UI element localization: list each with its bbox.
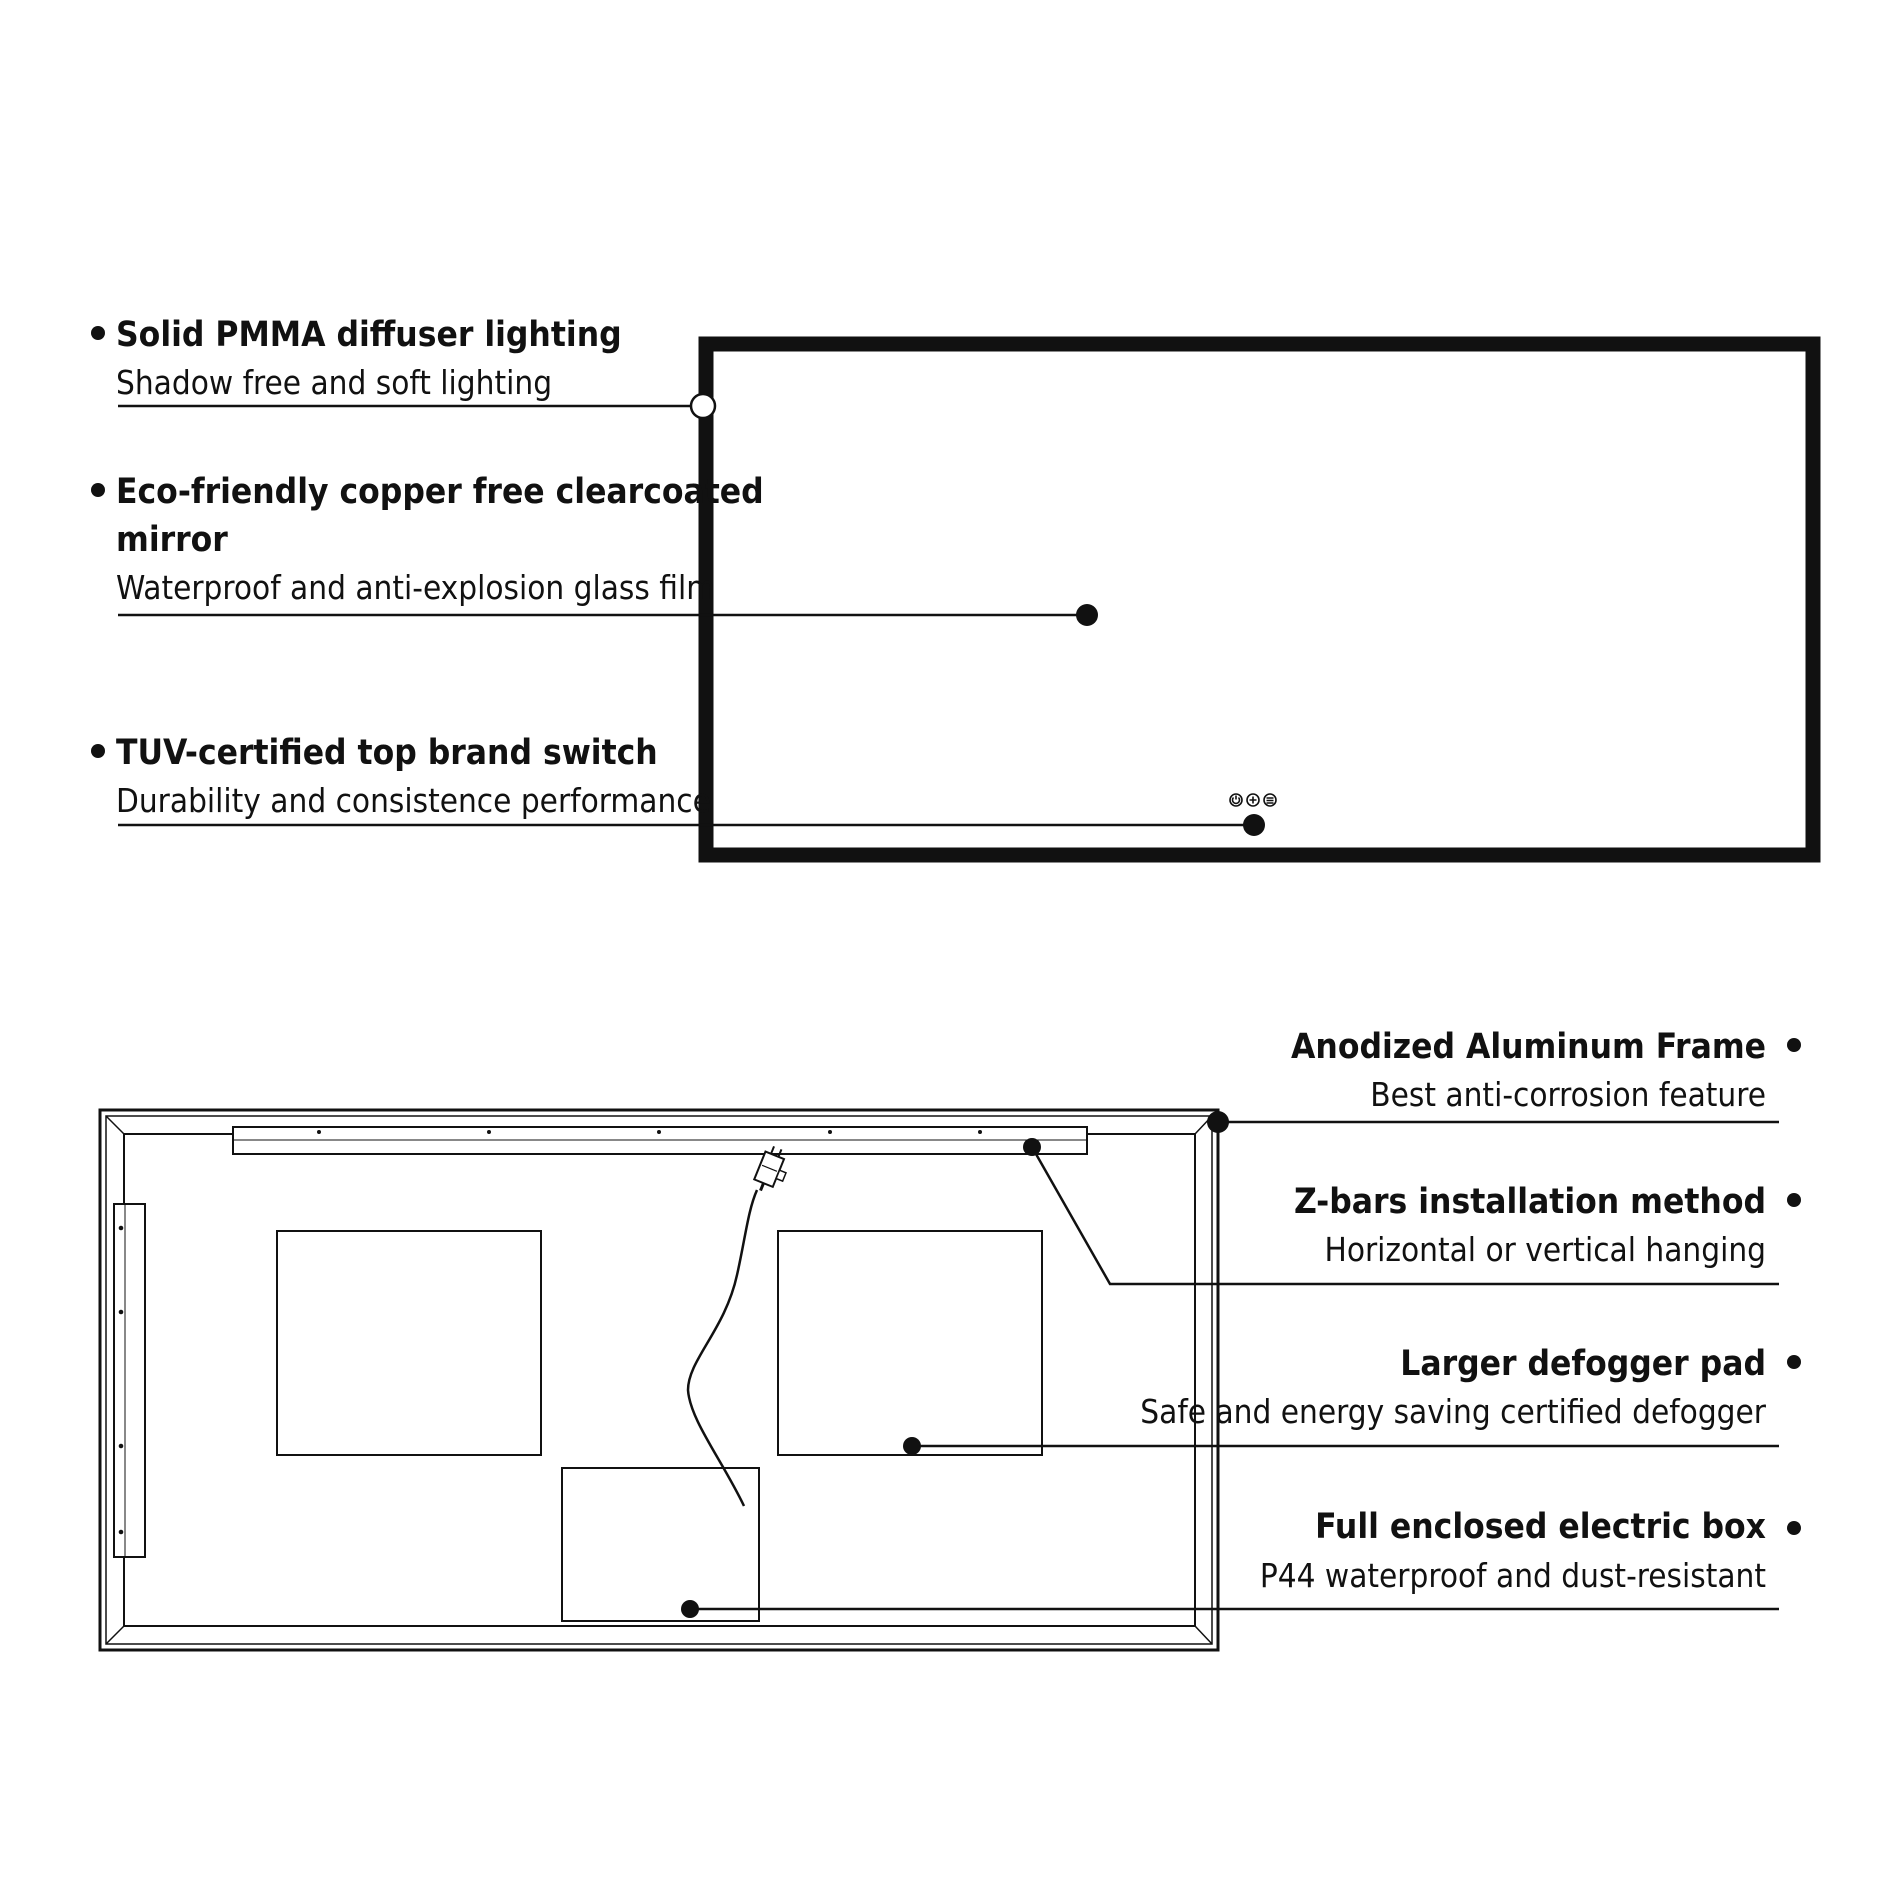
- anchor-defogger: [903, 1437, 921, 1455]
- anchor-switch: [1243, 814, 1265, 836]
- feature-title: Anodized Aluminum Frame: [1291, 1027, 1766, 1067]
- bullet-icon: [91, 483, 105, 497]
- defogger-pad-right: [778, 1231, 1042, 1455]
- feature-title: Full enclosed electric box: [1315, 1507, 1766, 1547]
- front-feature-switch: [91, 733, 711, 820]
- feature-title: Larger defogger pad: [1400, 1344, 1766, 1384]
- anchor-lighting: [691, 394, 715, 418]
- back-feature-electric-box: [1260, 1507, 1801, 1595]
- feature-subtitle: P44 waterproof and dust-resistant: [1259, 1556, 1766, 1595]
- electric-box: [562, 1468, 759, 1621]
- bullet-icon: [91, 744, 105, 758]
- bullet-icon: [1787, 1038, 1801, 1052]
- anchor-frame: [1207, 1111, 1229, 1133]
- defog-icon: [1264, 794, 1276, 806]
- color-temperature-icon: [1247, 794, 1259, 806]
- touch-switch-group: [1230, 794, 1276, 806]
- back-view: [100, 1027, 1801, 1650]
- z-bar-horizontal: [233, 1127, 1087, 1154]
- defogger-pad-left: [277, 1231, 541, 1455]
- feature-title-line2: mirror: [116, 520, 228, 560]
- feature-title: Eco-friendly copper free clearcoated: [116, 472, 764, 512]
- feature-subtitle: Horizontal or vertical hanging: [1324, 1230, 1766, 1269]
- power-cord: [688, 1190, 757, 1506]
- z-bar-vertical: [114, 1204, 145, 1557]
- aluminum-frame: [100, 1110, 1218, 1650]
- feature-subtitle: Safe and energy saving certified defogger: [1140, 1392, 1766, 1431]
- back-feature-zbars: [1294, 1182, 1801, 1269]
- bullet-icon: [91, 326, 105, 340]
- feature-subtitle: Waterproof and anti-explosion glass film: [116, 568, 716, 607]
- power-icon: [1230, 794, 1242, 806]
- front-view: [91, 315, 1813, 855]
- back-feature-frame: [1291, 1027, 1801, 1114]
- feature-title: Z-bars installation method: [1293, 1182, 1766, 1222]
- feature-title: Solid PMMA diffuser lighting: [116, 315, 622, 355]
- anchor-zbars: [1023, 1138, 1041, 1156]
- front-mirror-frame: [706, 344, 1813, 855]
- front-feature-mirror: [91, 472, 764, 607]
- feature-subtitle: Best anti-corrosion feature: [1370, 1075, 1766, 1114]
- bullet-icon: [1787, 1193, 1801, 1207]
- feature-title: TUV-certified top brand switch: [116, 733, 658, 773]
- bullet-icon: [1787, 1355, 1801, 1369]
- anchor-electric-box: [681, 1600, 699, 1618]
- feature-subtitle: Shadow free and soft lighting: [116, 363, 553, 402]
- back-feature-defogger: [1140, 1344, 1801, 1431]
- feature-subtitle: Durability and consistence performance: [116, 781, 711, 820]
- bullet-icon: [1787, 1521, 1801, 1535]
- anchor-mirror: [1076, 604, 1098, 626]
- front-feature-lighting: [91, 315, 622, 402]
